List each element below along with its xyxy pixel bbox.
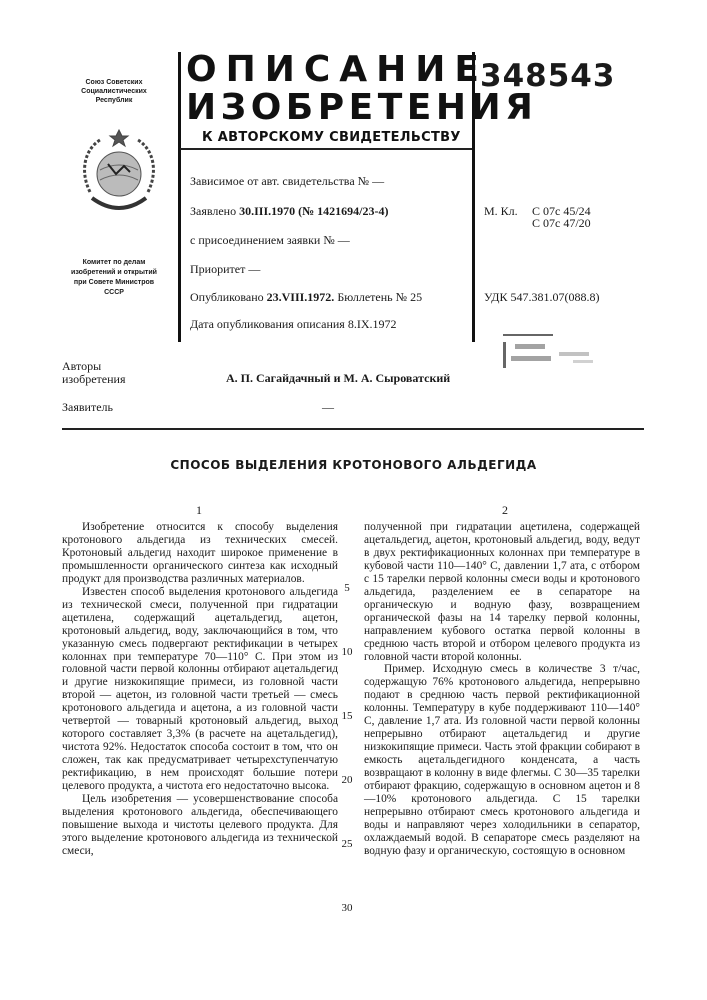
left-vertical-rule bbox=[178, 52, 181, 342]
column-number-1: 1 bbox=[196, 503, 202, 518]
applicant-value: — bbox=[322, 400, 334, 414]
line-number: 25 bbox=[335, 838, 359, 850]
paragraph: Пример. Исходную смесь в количестве 3 т/час, содержащую 76% кротонового альдегида, непрерывно подают в среднюю часть первой ректификационной колонны. Температуру в кубе поддерживают 110—140° С, давление 1,7 ата. Из головной части первой колонны непрерывно отбирают ацетальдегид и другие низкокипящие примеси. Часть этой фракции собирают в емкость ацетальдегидного конденсата, а часть возвращают в колонну в виде флегмы. С 30—35 тарелки отбирают фракцию, содержащую в основном ацетон и 8—10% кротонового альдегида. С 15 тарелки непрерывно отбирают смесь кротонового альдегида и воды и направляют через холодильники в сепаратор, охлаждаемый водой. В сепараторе смесь разделяют на водную фазу и органическую, состоящую в основном bbox=[364, 663, 640, 857]
column-number-2: 2 bbox=[502, 503, 508, 518]
doc-title-line1: ОПИСАНИЕ bbox=[186, 50, 488, 90]
column-1 bbox=[62, 521, 338, 858]
committee-label bbox=[64, 258, 164, 298]
filed-prefix: Заявлено bbox=[190, 204, 236, 218]
line-number: 5 bbox=[335, 582, 359, 594]
mkl-line2: С 07с 47/20 bbox=[532, 216, 591, 230]
authors-label-line2: изобретения bbox=[62, 372, 125, 386]
filed-date bbox=[190, 204, 389, 218]
country-line: Социалистических bbox=[64, 87, 164, 96]
doc-subtitle: К АВТОРСКОМУ СВИДЕТЕЛЬСТВУ bbox=[202, 130, 461, 145]
description-date: Дата опубликования описания 8.IX.1972 bbox=[190, 317, 396, 331]
paragraph: Цель изобретения — усовершенствование способа выделения кротонового альдегида, обеспечивающего повышение выхода и чистоты целевого продукта. Для этого выделение кротонового альдегида из технической смеси, bbox=[62, 793, 338, 858]
priority: Приоритет — bbox=[190, 262, 260, 276]
published-prefix: Опубликовано bbox=[190, 290, 264, 304]
patent-number: 348543 bbox=[480, 58, 615, 94]
mkl-line1: С 07с 45/24 bbox=[532, 204, 591, 218]
header-divider bbox=[62, 428, 644, 430]
country-label bbox=[64, 78, 164, 105]
published-date bbox=[190, 290, 422, 304]
country-line: Республик bbox=[64, 96, 164, 105]
line-number: 15 bbox=[335, 710, 359, 722]
library-stamp-icon bbox=[503, 332, 613, 368]
committee-line: при Совете Министров bbox=[64, 278, 164, 288]
country-line: Союз Советских bbox=[64, 78, 164, 87]
published-value: 23.VIII.1972. bbox=[267, 290, 335, 304]
state-emblem-icon bbox=[78, 122, 160, 222]
line-number: 20 bbox=[335, 774, 359, 786]
doc-title-line2: ИЗОБРЕТЕНИЯ bbox=[186, 88, 537, 128]
filed-value: 30.III.1970 (№ 1421694/23-4) bbox=[239, 204, 388, 218]
invention-title: СПОСОБ ВЫДЕЛЕНИЯ КРОТОНОВОГО АЛЬДЕГИДА bbox=[0, 458, 707, 472]
paragraph: Изобретение относится к способу выделения кротонового альдегида из технических смесей. Кротоновый альдегид находит широкое применение в промышленности органического синтеза как исходный продукт для производства различных материалов. bbox=[62, 521, 338, 586]
committee-line: Комитет по делам bbox=[64, 258, 164, 268]
line-number: 10 bbox=[335, 646, 359, 658]
applicant-label: Заявитель bbox=[62, 400, 113, 414]
author-names: А. П. Сагайдачный и М. А. Сыроватский bbox=[226, 371, 450, 386]
subtitle-rule bbox=[180, 148, 472, 150]
udk-code: УДК 547.381.07(088.8) bbox=[484, 290, 599, 304]
authors-label-line1: Авторы bbox=[62, 359, 101, 373]
column-2 bbox=[364, 521, 640, 858]
line-number: 30 bbox=[335, 902, 359, 914]
addition-application: с присоединением заявки № — bbox=[190, 233, 350, 247]
paragraph: Известен способ выделения кротонового альдегида из технической смеси, полученной при гидратации ацетилена, содержащий ацетальдегид, ацетон, кротоновый альдегид, воду, заключающийся в том, что указанную смесь подвергают ректификации в четырех колоннах при температуре 70—110° С. При этом из головной части первой колонны отбирают ацетальдегид и другие низкокипящие примеси, из головной части второй — ацетон, из головной части третьей — смесь кротонового альдегида и ацетона, а из головной части четвертой — товарный кротоновый альдегид, выход которого составляет 3,3% (в расчете на ацетальдегид), чистота 92%. Недостаток способа состоит в том, что он сложен, так как предусматривает четырехступенчатую ректификацию, в нем происходят большие потери целевого продукта, а чистота его недостаточно высока. bbox=[62, 586, 338, 793]
bulletin: Бюллетень № 25 bbox=[337, 290, 422, 304]
dependent-certificate: Зависимое от авт. свидетельства № — bbox=[190, 174, 384, 188]
mkl-label: М. Кл. bbox=[484, 204, 518, 218]
paragraph: полученной при гидратации ацетилена, содержащей ацетальдегид, ацетон, кротоновый альдегид, воду, ведут в двух ректификационных колоннах при температуре в кубовой части 110—140° С, давлении 1,7 ата, с отбором с 15 тарелки первой колонны смеси воды и кротонового альдегида, разделением ее в сепараторе на органическую и водную фазу, возвращением органической фазы на 14 тарелку первой колонны, направлением кубового остатка первой колонны в среднюю часть второй и отбором целевого продукта из головной части второй колонны. bbox=[364, 521, 640, 663]
committee-line: изобретений и открытий bbox=[64, 268, 164, 278]
committee-line: СССР bbox=[64, 288, 164, 298]
